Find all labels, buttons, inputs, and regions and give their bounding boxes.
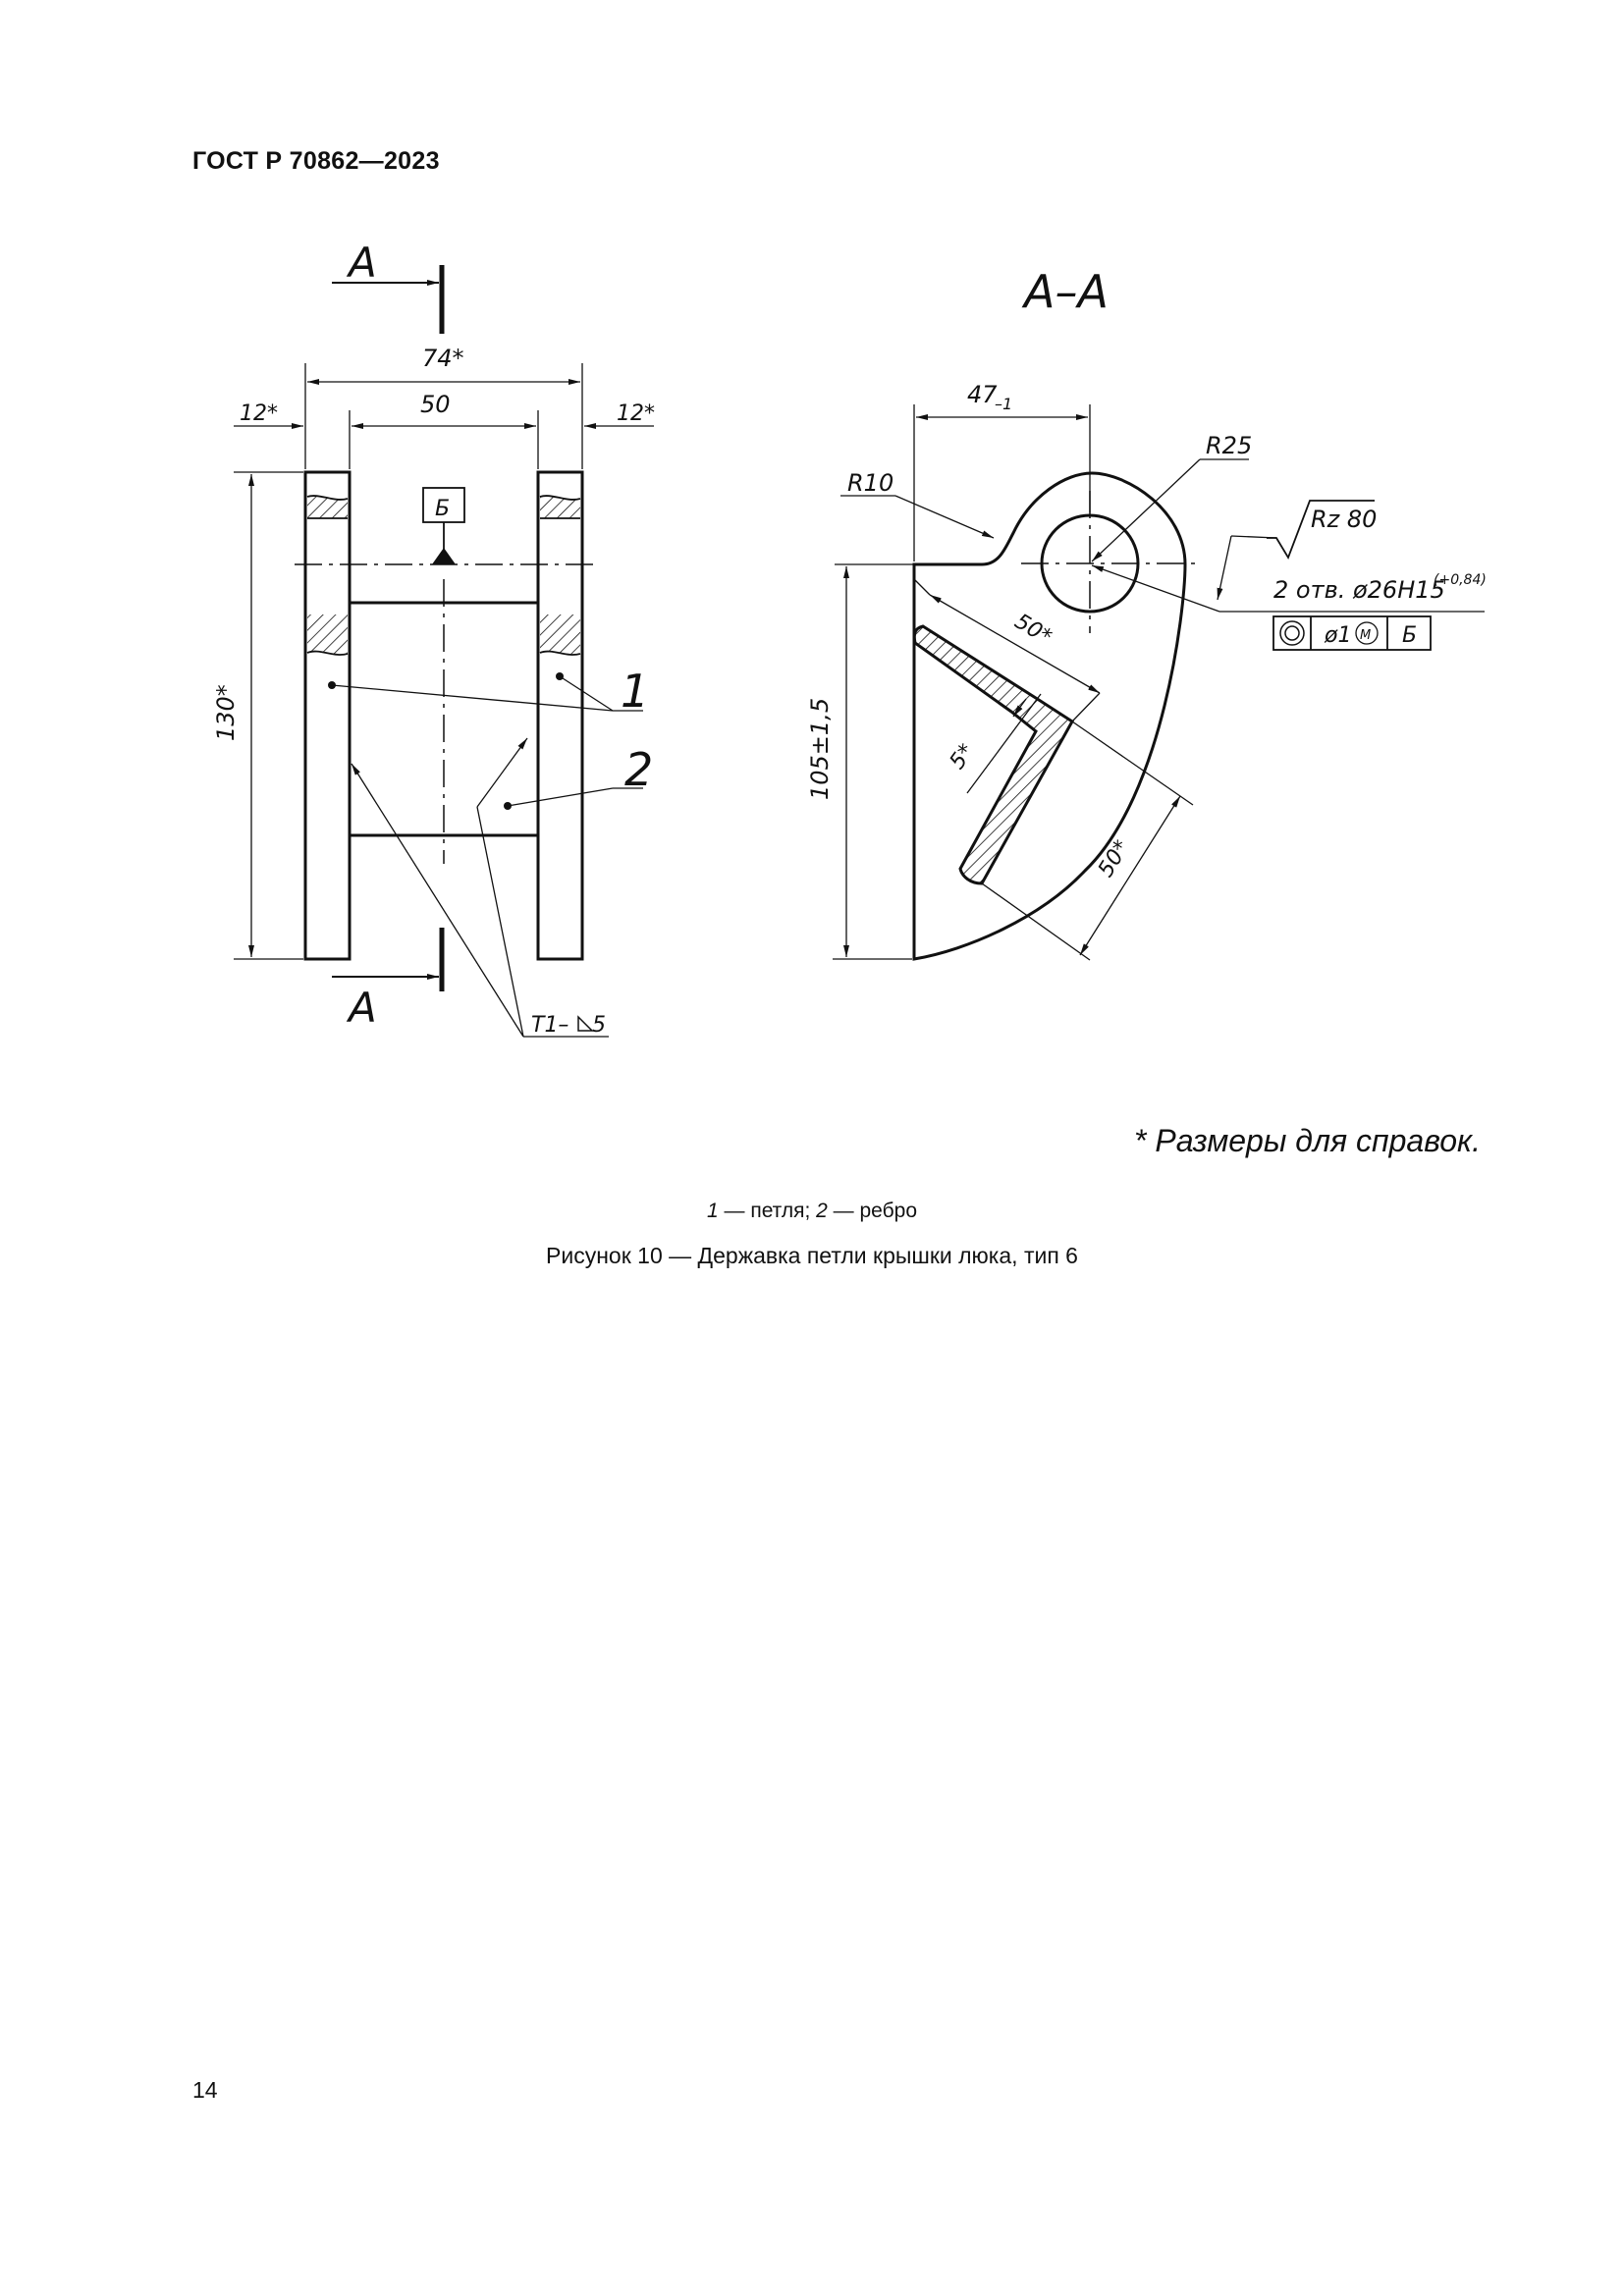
- svg-text:50*: 50*: [1093, 835, 1135, 882]
- legend-item1-text: — петля;: [718, 1200, 817, 1222]
- svg-text:5*: 5*: [945, 739, 980, 774]
- svg-text:M: M: [1360, 628, 1372, 643]
- svg-text:А: А: [349, 984, 377, 1032]
- svg-text:47: 47: [967, 381, 998, 408]
- svg-text:12*: 12*: [617, 401, 655, 426]
- svg-text:74*: 74*: [422, 345, 464, 372]
- svg-text:ø1: ø1: [1325, 623, 1352, 648]
- svg-text:R25: R25: [1206, 432, 1253, 459]
- document-header: ГОСТ Р 70862—2023: [192, 147, 440, 175]
- svg-text:Б: Б: [435, 497, 451, 521]
- legend-item2-num: 2: [816, 1200, 828, 1222]
- svg-text:R10: R10: [847, 469, 894, 497]
- front-view-labels: [212, 239, 655, 1038]
- svg-text:А: А: [349, 239, 377, 287]
- section-view: [833, 404, 1485, 960]
- svg-text:Б: Б: [1402, 623, 1418, 648]
- svg-text:5: 5: [592, 1013, 606, 1038]
- svg-text:(+0,84): (+0,84): [1434, 572, 1487, 588]
- technical-drawing: [0, 0, 1624, 1099]
- section-view-labels: [806, 265, 1487, 881]
- svg-text:2 отв. ø26H15: 2 отв. ø26H15: [1273, 576, 1445, 604]
- legend-item1-num: 1: [706, 1200, 719, 1222]
- legend-item2-text: — ребро: [827, 1200, 918, 1222]
- svg-text:А–А: А–А: [1024, 265, 1109, 318]
- reference-note: * Размеры для справок.: [1134, 1123, 1481, 1158]
- svg-text:2: 2: [624, 743, 654, 796]
- svg-text:–1: –1: [995, 395, 1013, 413]
- svg-text:50*: 50*: [1009, 609, 1056, 651]
- svg-text:1: 1: [621, 665, 650, 718]
- svg-text:Т1–: Т1–: [531, 1013, 569, 1038]
- svg-text:12*: 12*: [240, 401, 278, 426]
- svg-text:105±1,5: 105±1,5: [806, 697, 834, 800]
- svg-text:Rz 80: Rz 80: [1311, 506, 1378, 533]
- page-number: 14: [192, 2077, 218, 2103]
- front-view: [234, 265, 654, 1037]
- svg-text:50: 50: [420, 391, 451, 418]
- figure-legend: [0, 1200, 1624, 1223]
- svg-text:130*: 130*: [212, 684, 240, 741]
- figure-caption: Рисунок 10 — Державка петли крышки люка, тип 6: [546, 1243, 1078, 1268]
